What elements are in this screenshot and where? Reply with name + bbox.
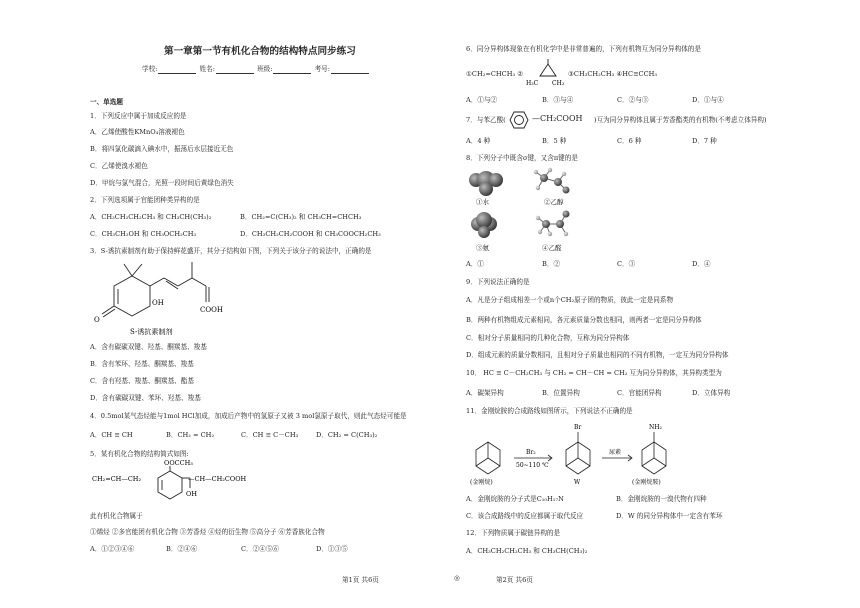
q1-option-c: C．乙烯使溴水褪色: [90, 162, 148, 170]
br-label: Br: [574, 424, 582, 431]
q11-option-b: B．金刚烷胺的一溴代物有四种: [616, 495, 707, 503]
name-field[interactable]: [216, 67, 254, 74]
adamantane-synthesis-route: [466, 420, 686, 490]
q5-option-d: D．①③⑤: [316, 545, 348, 553]
amantadine-name: (金刚烷胺): [632, 479, 661, 486]
q6-option-d: D．①与④: [692, 96, 724, 104]
q6-substance-1-2: ①CH₂=CHCH₃ ②: [466, 70, 524, 78]
page-number-right: 第2页 共6页: [496, 576, 533, 584]
q8-option-c: C．③: [617, 260, 636, 268]
q9-option-b: B．两种有机物组成元素相同，各元素质量分数也相同，则两者一定是同分异构体: [466, 316, 702, 324]
q6-substance-3-4: ③CH₃CH₂CH₃ ④HC≡CCH₃: [568, 70, 658, 78]
q6-option-c: C．②与③: [617, 96, 649, 104]
school-label: 学校:: [142, 65, 158, 73]
q7-stem-a: 7．与苯乙酸(: [466, 116, 506, 124]
q4-option-d: D．CH₂ = C(CH₃)₂: [316, 431, 378, 439]
q1-option-a: A．乙烯使酸性KMnO₄溶液褪色: [90, 128, 185, 136]
page-title: 第一章第一节有机化合物的结构特点同步练习: [164, 46, 356, 57]
acetaldehyde-label: ④乙醛: [542, 244, 562, 252]
q10-option-a: A．碳架异构: [466, 389, 504, 397]
o-label: O: [94, 316, 100, 324]
q2-stem: 2．下列选项属于官能团种类异构的是: [90, 196, 200, 204]
q10-option-b: B．位置异构: [542, 389, 580, 397]
allyl-chain: CH₂=CH—CH₂: [92, 475, 142, 483]
q9-option-c: C．相对分子质量相同的几种化合物，互称为同分异构体: [466, 334, 630, 342]
s-inducer-structure: [92, 256, 252, 336]
q11-stem: 11．金刚烷胺的合成路线如图所示，下列说法不正确的是: [466, 407, 633, 415]
student-info-line: [142, 65, 370, 74]
w-label: W: [574, 479, 581, 486]
q6-option-b: B．③与④: [542, 96, 574, 104]
q5-oh-label: OH: [186, 490, 197, 498]
ammonia-label: ③氨: [476, 244, 489, 252]
q10-stem: 10． HC ≡ C－CH₂CH₃ 与 CH₂ = CH－CH = CH₂ 互为同分异构体，其异构类型为: [466, 369, 722, 377]
q5-items: ①烯烃 ②多官能团有机化合物 ③芳香烃 ④烃的衍生物 ⑤高分子 ⑥芳香族化合物: [90, 528, 325, 536]
q8-option-a: A．①: [466, 260, 484, 268]
q11-option-a: A．金刚烷胺的分子式是C₁₀H₁₇N: [466, 495, 564, 503]
q5-option-c: C．②④⑤⑥: [241, 545, 280, 553]
benzene-ring: [506, 108, 532, 132]
acid-chain: —CH—CH₂COOH: [188, 475, 247, 483]
q1-option-d: D．甲烷与氯气混合，光照一段时间后黄绿色消失: [90, 179, 234, 187]
q1-stem: 1．下列反应中属于加成反应的是: [90, 112, 187, 120]
q7-option-d: D．7 种: [692, 137, 717, 145]
cooh-label: COOH: [200, 306, 223, 314]
exam-no-label: 考号:: [314, 65, 331, 73]
ring-h3c: H₃C: [526, 80, 539, 87]
q5-option-b: B．②④⑥: [166, 545, 198, 553]
q1-option-b: B．将四氯化碳滴入碘水中，振荡后水层接近无色: [90, 145, 234, 153]
oh-label: OH: [152, 299, 164, 307]
q7-stem-b: —CH₂COOH: [532, 114, 583, 123]
q6-option-a: A．①与②: [466, 96, 498, 104]
q4-stem: 4．0.5mol某气态烃能与1mol HCl加成，加成后产物中的氢原子又被 3 mol氯原子取代，则此气态烃可能是: [90, 412, 407, 420]
q9-option-d: D．组成元素的质量分数相同，且相对分子质量也相同的不同有机物，一定互为同分异构体: [466, 351, 729, 359]
q4-option-c: C．CH ≡ C－CH₃: [241, 431, 299, 439]
reaction-condition: 50~110 ℃: [516, 462, 549, 469]
q9-option-a: A．凡是分子组成相差一个或n个CH₂原子团的物质，彼此一定是同系物: [466, 296, 674, 304]
occh3-label: OOCCH₃: [164, 459, 193, 467]
page-center-mark: ◎: [454, 574, 460, 582]
q5-option-a: A．①②③④⑥: [90, 545, 135, 553]
cyclopropane-structure: [526, 58, 572, 88]
q5-structure: [90, 460, 290, 506]
q11-option-d: D．W 的同分异构体中一定含有苯环: [616, 512, 723, 520]
q3-option-b: B．含有苯环、羟基、酮羰基、羧基: [90, 360, 194, 368]
q11-option-c: C．该合成路线中的反应都属于取代反应: [466, 512, 584, 520]
q8-option-b: B．②: [542, 260, 561, 268]
nh2-label: NH₂: [649, 424, 662, 431]
q12-option-a: A．CH₃CH₂CH₂CH₃ 和 CH₃CH(CH₃)₂: [466, 547, 588, 555]
br2-reagent: Br₂: [526, 449, 536, 456]
q10-option-c: C．官能团异构: [617, 389, 662, 397]
q8-option-d: D．④: [692, 260, 711, 268]
q6-stem: 6．同分异构体现象在有机化学中是非常普遍的，下列有机物互为同分异构体的是: [466, 45, 701, 53]
q4-option-b: B．CH₂ = CH₂: [166, 431, 215, 439]
q2-option-c: C．CH₃CH₂OH 和 CH₃OCH₂CH₃: [90, 230, 197, 238]
q3-option-d: D．含有碳碳双键、苯环、羟基、羧基: [90, 394, 201, 402]
q7-stem-c: )互为同分异构体且属于芳香酯类的有机物(不考虑立体异构): [594, 116, 767, 124]
q3-option-a: A．含有碳碳双键、羟基、酮羰基、羧基: [90, 343, 207, 351]
urea-reagent: 尿素: [609, 449, 622, 456]
water-label: ①水: [476, 198, 489, 206]
q10-option-d: D．立体异构: [692, 389, 731, 397]
q12-stem: 12．下列物质属于碳链异构的是: [466, 529, 561, 537]
q5-stem: 5．某有机化合物的结构简式如图:: [90, 450, 189, 458]
q2-option-d: D．CH₃CH₂CH₂COOH 和 CH₃COOCH₂CH₃: [240, 230, 381, 238]
q3-stem: 3．S-诱抗素制剂有助于保持鲜花盛开，其分子结构如下图，下列关于该分子的说法中，正确的是: [90, 247, 372, 255]
q8-ball-models: [466, 168, 586, 256]
ring-ch2: CH₂: [552, 80, 565, 87]
q3-option-c: C．含有羟基、羧基、酮羰基、酯基: [90, 377, 194, 385]
name-label: 姓名:: [199, 65, 215, 73]
section-heading: 一、单选题: [90, 98, 123, 106]
q7-option-b: B．5 种: [542, 137, 567, 145]
q7-option-c: C．6 种: [617, 137, 642, 145]
q4-option-a: A．CH ≡ CH: [90, 431, 133, 439]
adamantane-name: (金刚烷): [470, 479, 493, 486]
q5-belongs: 此有机化合物属于: [90, 512, 143, 520]
class-field[interactable]: [273, 67, 311, 74]
school-field[interactable]: [158, 67, 196, 74]
molecule-name: S-诱抗素制剂: [130, 328, 173, 336]
q7-option-a: A．4 种: [466, 137, 491, 145]
q9-stem: 9．下列说法正确的是: [466, 278, 530, 286]
q2-option-b: B．CH₂=C(CH₃)₂ 和 CH₃CH=CHCH₃: [240, 213, 362, 221]
q2-option-a: A．CH₃CH₂CH₂CH₃ 和 CH₃CH(CH₃)₂: [90, 213, 212, 221]
exam-no-field[interactable]: [331, 67, 369, 74]
ethanol-label: ②乙醇: [544, 198, 564, 206]
page-number-left: 第1页 共6页: [342, 576, 379, 584]
class-label: 班级:: [257, 65, 273, 73]
q8-stem: 8．下列分子中既含σ键，又含π键的是: [466, 154, 578, 162]
